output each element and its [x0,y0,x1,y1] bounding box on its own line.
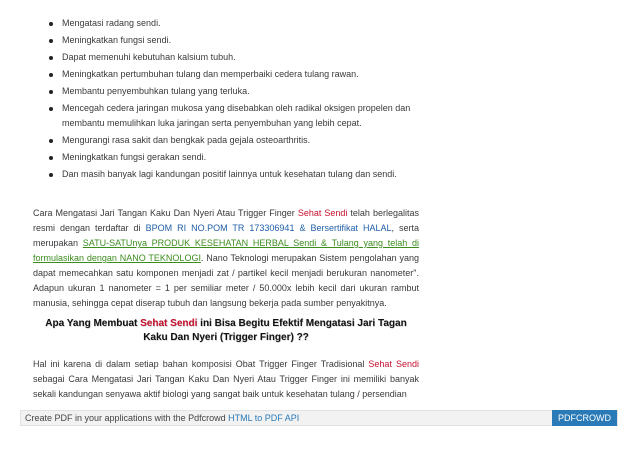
list-item: Meningkatkan pertumbuhan tulang dan memperbaiki cedera tulang rawan. [48,67,428,82]
pdfcrowd-logo-button[interactable]: PDFCROWD [552,410,617,426]
product-link[interactable]: SATU-SATUnya PRODUK KESEHATAN HERBAL Sendi & Tulang yang telah di formulasikan dengan NANO TEKNOLOGI [33,238,419,263]
paragraph-text: telah berlegalitas resmi dengan terdaftar di [33,208,420,233]
paragraph-text: Cara Mengatasi Jari Tangan Kaku Dan Nyeri Atau Trigger Finger [33,208,298,218]
brand-name: Sehat Sendi [140,318,198,329]
heading-text: ini Bisa Begitu Efektif Mengatasi Jari Tagan Kaku Dan Nyeri (Trigger Finger) ?? [143,318,407,343]
brand-name: Sehat Sendi [368,359,419,369]
footer-text [25,411,299,425]
list-item: Dan masih banyak lagi kandungan positif lainnya untuk kesehatan tulang dan sendi. [48,167,428,182]
benefits-list [48,16,428,184]
composition-paragraph [33,357,419,402]
pdfcrowd-footer-bar [20,410,618,426]
paragraph-text: Hal ini karena di dalam setiap bahan komposisi Obat Trigger Finger Tradisional [33,359,369,369]
list-item: Dapat memenuhi kebutuhan kalsium tubuh. [48,50,428,65]
bpom-registration: BPOM RI NO.POM TR 173306941 & Bersertifikat HALAL [145,223,392,233]
paragraph-text: sebagai Cara Mengatasi Jari Tangan Kaku Dan Nyeri Atau Trigger Finger ini memiliki banyak sekali kandungan senyawa aktif biologi yang sangat baik untuk kesehatan tulang / persendian [33,374,419,399]
list-item: Meningkatkan fungsi sendi. [48,33,428,48]
brand-name: Sehat Sendi [297,208,348,218]
heading-text: Apa Yang Membuat [45,318,141,329]
list-item: Membantu penyembuhkan tulang yang terluka. [48,84,428,99]
paragraph-text: . Nano Teknologi merupakan Sistem pengolahan yang dapat memecahkan satu komponen menjadi zat / partikel kecil menjadi berukuran nanometer". Adapun ukuran 1 nanometer = 1 per semiliar meter / 50.000x lebih kecil dari ukuran rambut manusia, sehingga cepat diserap tubuh dan langsung bekerja pada sumber penyakitnya. [33,253,420,308]
footer-caption: Create PDF in your applications with the Pdfcrowd [25,413,229,423]
html-to-pdf-api-link[interactable]: HTML to PDF API [228,413,300,423]
list-item: Meningkatkan fungsi gerakan sendi. [48,150,428,165]
section-heading [33,317,419,345]
list-item: Mengurangi rasa sakit dan bengkak pada gejala osteoarthritis. [48,133,428,148]
list-item: Mencegah cedera jaringan mukosa yang disebabkan oleh radikal oksigen propelen dan membantu memulihkan luka jaringan serta penyembuhan yang lebih cepat. [48,101,428,131]
legality-paragraph [33,206,419,311]
paragraph-text: , serta merupakan [33,223,419,248]
list-item: Mengatasi radang sendi. [48,16,428,31]
